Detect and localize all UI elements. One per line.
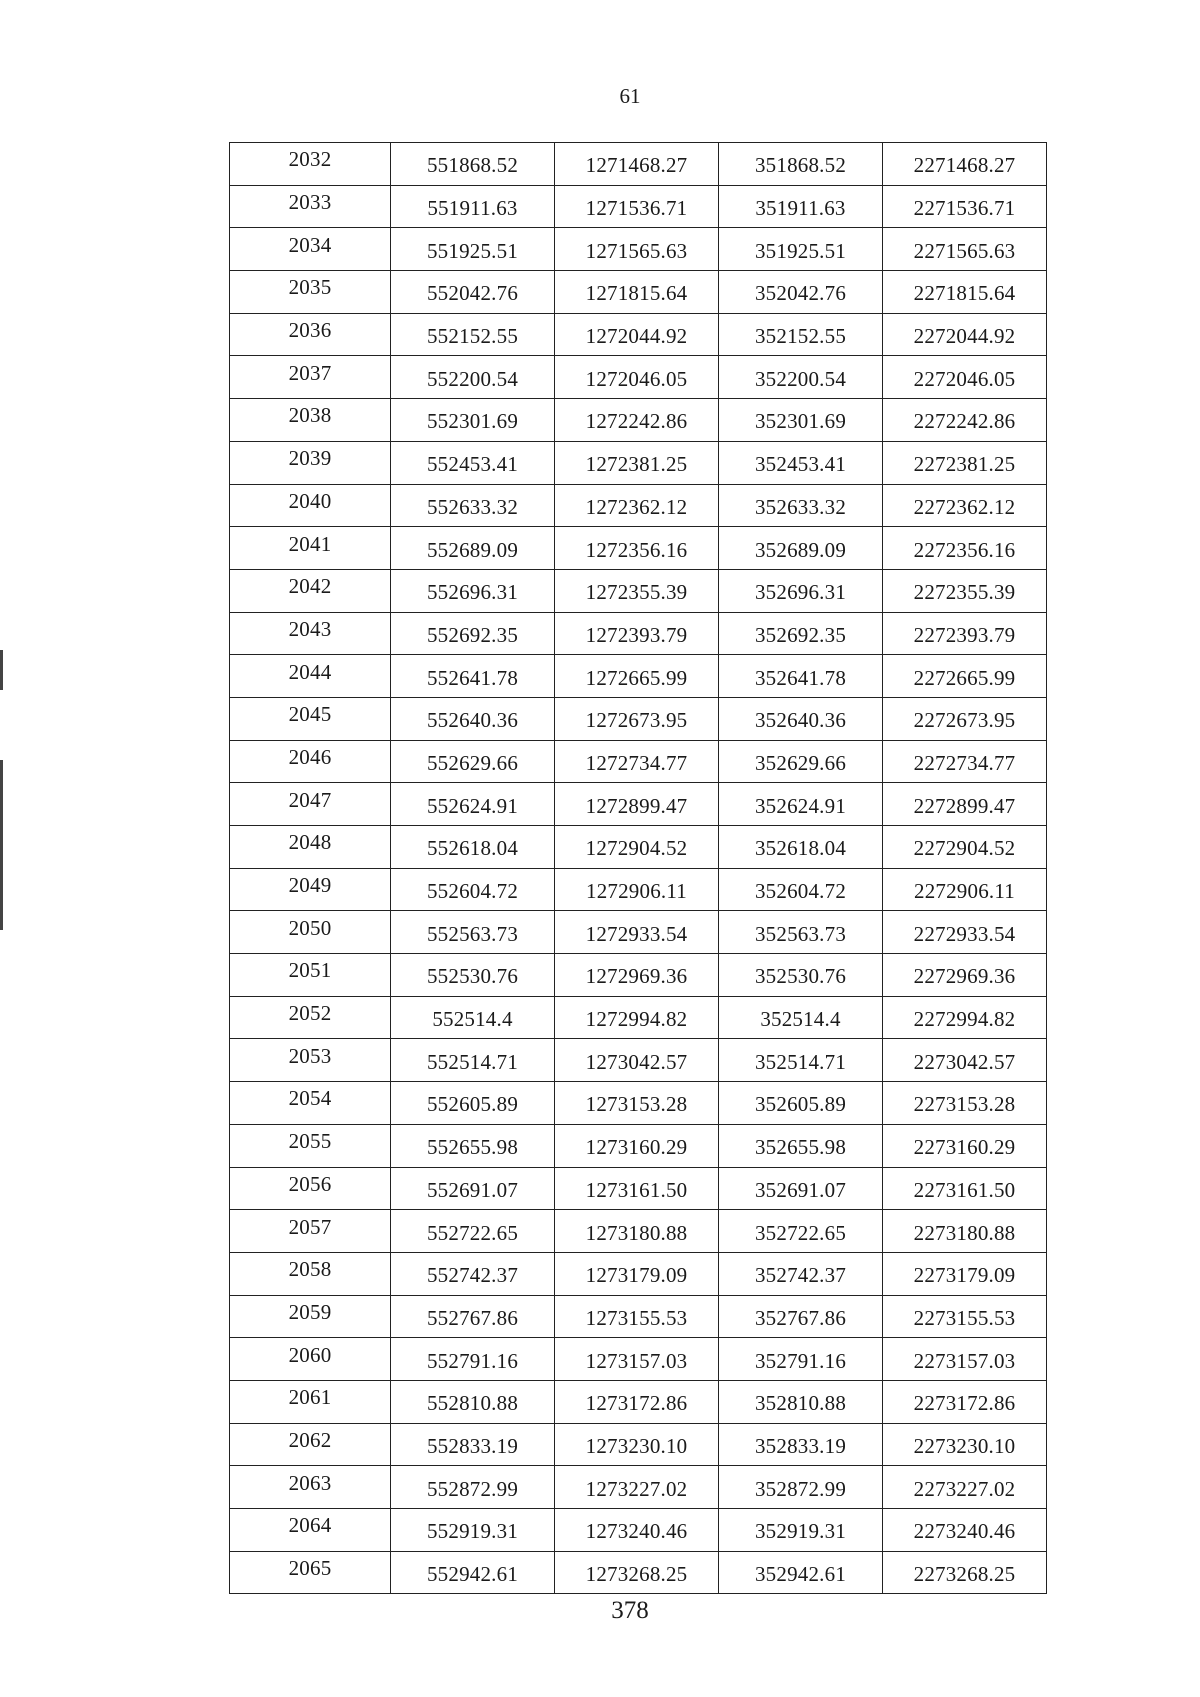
table-row	[230, 1466, 1047, 1509]
table-row	[230, 1210, 1047, 1253]
table-row	[230, 313, 1047, 356]
value-cell-col1: 552722.65	[391, 1210, 555, 1253]
scan-margin-mark	[0, 760, 3, 930]
value-cell-col4: 2273161.50	[883, 1167, 1047, 1210]
value-cell-col3: 352514.71	[719, 1039, 883, 1082]
table-row	[230, 1252, 1047, 1295]
value-cell-col3: 352742.37	[719, 1252, 883, 1295]
value-cell-col1: 552640.36	[391, 697, 555, 740]
value-cell-col2: 1272381.25	[555, 441, 719, 484]
value-cell-col2: 1273157.03	[555, 1338, 719, 1381]
table-row	[230, 911, 1047, 954]
value-cell-col4: 2272969.36	[883, 954, 1047, 997]
data-table	[229, 142, 1047, 1594]
value-cell-col2: 1272933.54	[555, 911, 719, 954]
value-cell-col4: 2272393.79	[883, 612, 1047, 655]
year-cell: 2045	[230, 697, 391, 740]
table-row	[230, 185, 1047, 228]
value-cell-col2: 1273227.02	[555, 1466, 719, 1509]
year-cell: 2036	[230, 313, 391, 356]
year-cell: 2062	[230, 1423, 391, 1466]
year-cell: 2035	[230, 271, 391, 314]
value-cell-col4: 2272665.99	[883, 655, 1047, 698]
value-cell-col3: 352791.16	[719, 1338, 883, 1381]
value-cell-col1: 552833.19	[391, 1423, 555, 1466]
table-body	[230, 143, 1047, 1594]
value-cell-col3: 352767.86	[719, 1295, 883, 1338]
year-cell: 2046	[230, 740, 391, 783]
value-cell-col3: 352655.98	[719, 1124, 883, 1167]
year-cell: 2055	[230, 1124, 391, 1167]
value-cell-col2: 1272362.12	[555, 484, 719, 527]
year-cell: 2056	[230, 1167, 391, 1210]
table-row	[230, 996, 1047, 1039]
value-cell-col2: 1272393.79	[555, 612, 719, 655]
value-cell-col3: 352152.55	[719, 313, 883, 356]
value-cell-col3: 352640.36	[719, 697, 883, 740]
value-cell-col2: 1273042.57	[555, 1039, 719, 1082]
value-cell-col2: 1272969.36	[555, 954, 719, 997]
value-cell-col4: 2272044.92	[883, 313, 1047, 356]
year-cell: 2057	[230, 1210, 391, 1253]
value-cell-col1: 552514.4	[391, 996, 555, 1039]
value-cell-col4: 2272673.95	[883, 697, 1047, 740]
table-row	[230, 1167, 1047, 1210]
value-cell-col4: 2272046.05	[883, 356, 1047, 399]
table-row	[230, 1124, 1047, 1167]
value-cell-col3: 351925.51	[719, 228, 883, 271]
value-cell-col1: 552152.55	[391, 313, 555, 356]
value-cell-col2: 1272356.16	[555, 527, 719, 570]
value-cell-col4: 2273155.53	[883, 1295, 1047, 1338]
year-cell: 2049	[230, 868, 391, 911]
table-row	[230, 399, 1047, 442]
value-cell-col4: 2271565.63	[883, 228, 1047, 271]
value-cell-col4: 2273180.88	[883, 1210, 1047, 1253]
value-cell-col4: 2272994.82	[883, 996, 1047, 1039]
value-cell-col1: 552791.16	[391, 1338, 555, 1381]
value-cell-col1: 552624.91	[391, 783, 555, 826]
value-cell-col3: 352453.41	[719, 441, 883, 484]
year-cell: 2048	[230, 826, 391, 869]
value-cell-col2: 1273161.50	[555, 1167, 719, 1210]
value-cell-col2: 1272044.92	[555, 313, 719, 356]
value-cell-col1: 551868.52	[391, 143, 555, 186]
year-cell: 2033	[230, 185, 391, 228]
value-cell-col2: 1272904.52	[555, 826, 719, 869]
year-cell: 2061	[230, 1380, 391, 1423]
value-cell-col4: 2273160.29	[883, 1124, 1047, 1167]
value-cell-col3: 352514.4	[719, 996, 883, 1039]
table-row	[230, 527, 1047, 570]
value-cell-col4: 2272362.12	[883, 484, 1047, 527]
table-row	[230, 1551, 1047, 1594]
value-cell-col3: 352624.91	[719, 783, 883, 826]
value-cell-col2: 1272665.99	[555, 655, 719, 698]
value-cell-col3: 352691.07	[719, 1167, 883, 1210]
value-cell-col4: 2272734.77	[883, 740, 1047, 783]
value-cell-col1: 552629.66	[391, 740, 555, 783]
value-cell-col3: 352833.19	[719, 1423, 883, 1466]
value-cell-col3: 352692.35	[719, 612, 883, 655]
scan-margin-mark	[0, 650, 3, 690]
value-cell-col4: 2272381.25	[883, 441, 1047, 484]
value-cell-col2: 1273160.29	[555, 1124, 719, 1167]
value-cell-col4: 2273172.86	[883, 1380, 1047, 1423]
table-row	[230, 1338, 1047, 1381]
value-cell-col1: 552514.71	[391, 1039, 555, 1082]
value-cell-col2: 1271565.63	[555, 228, 719, 271]
table-row	[230, 1039, 1047, 1082]
value-cell-col1: 552689.09	[391, 527, 555, 570]
value-cell-col3: 352919.31	[719, 1509, 883, 1552]
year-cell: 2037	[230, 356, 391, 399]
year-cell: 2034	[230, 228, 391, 271]
value-cell-col2: 1271815.64	[555, 271, 719, 314]
value-cell-col2: 1271468.27	[555, 143, 719, 186]
table-row	[230, 356, 1047, 399]
value-cell-col3: 352689.09	[719, 527, 883, 570]
value-cell-col4: 2273227.02	[883, 1466, 1047, 1509]
year-cell: 2065	[230, 1551, 391, 1594]
value-cell-col4: 2273157.03	[883, 1338, 1047, 1381]
value-cell-col2: 1272673.95	[555, 697, 719, 740]
value-cell-col3: 352530.76	[719, 954, 883, 997]
value-cell-col2: 1272906.11	[555, 868, 719, 911]
value-cell-col4: 2271468.27	[883, 143, 1047, 186]
year-cell: 2043	[230, 612, 391, 655]
value-cell-col1: 551911.63	[391, 185, 555, 228]
year-cell: 2032	[230, 143, 391, 186]
year-cell: 2063	[230, 1466, 391, 1509]
value-cell-col4: 2271536.71	[883, 185, 1047, 228]
value-cell-col1: 552696.31	[391, 569, 555, 612]
value-cell-col3: 352200.54	[719, 356, 883, 399]
year-cell: 2040	[230, 484, 391, 527]
value-cell-col2: 1273180.88	[555, 1210, 719, 1253]
value-cell-col4: 2273230.10	[883, 1423, 1047, 1466]
value-cell-col2: 1273240.46	[555, 1509, 719, 1552]
value-cell-col1: 552691.07	[391, 1167, 555, 1210]
value-cell-col2: 1273230.10	[555, 1423, 719, 1466]
value-cell-col4: 2272356.16	[883, 527, 1047, 570]
year-cell: 2042	[230, 569, 391, 612]
table-row	[230, 484, 1047, 527]
value-cell-col3: 352629.66	[719, 740, 883, 783]
value-cell-col4: 2272906.11	[883, 868, 1047, 911]
value-cell-col2: 1272899.47	[555, 783, 719, 826]
value-cell-col3: 351911.63	[719, 185, 883, 228]
value-cell-col4: 2273268.25	[883, 1551, 1047, 1594]
table-row	[230, 612, 1047, 655]
table-row	[230, 143, 1047, 186]
value-cell-col1: 552563.73	[391, 911, 555, 954]
value-cell-col3: 352605.89	[719, 1082, 883, 1125]
value-cell-col1: 552042.76	[391, 271, 555, 314]
year-cell: 2052	[230, 996, 391, 1039]
year-cell: 2044	[230, 655, 391, 698]
value-cell-col3: 352633.32	[719, 484, 883, 527]
table-row	[230, 655, 1047, 698]
value-cell-col3: 352810.88	[719, 1380, 883, 1423]
value-cell-col4: 2272899.47	[883, 783, 1047, 826]
value-cell-col4: 2273042.57	[883, 1039, 1047, 1082]
value-cell-col3: 352942.61	[719, 1551, 883, 1594]
table-row	[230, 1082, 1047, 1125]
value-cell-col4: 2273240.46	[883, 1509, 1047, 1552]
value-cell-col4: 2273179.09	[883, 1252, 1047, 1295]
value-cell-col3: 352301.69	[719, 399, 883, 442]
table-row	[230, 441, 1047, 484]
year-cell: 2041	[230, 527, 391, 570]
value-cell-col1: 552633.32	[391, 484, 555, 527]
value-cell-col1: 552605.89	[391, 1082, 555, 1125]
year-cell: 2054	[230, 1082, 391, 1125]
year-cell: 2051	[230, 954, 391, 997]
year-cell: 2047	[230, 783, 391, 826]
value-cell-col3: 352696.31	[719, 569, 883, 612]
value-cell-col3: 352604.72	[719, 868, 883, 911]
value-cell-col3: 352618.04	[719, 826, 883, 869]
year-cell: 2038	[230, 399, 391, 442]
table-row	[230, 1380, 1047, 1423]
value-cell-col2: 1272046.05	[555, 356, 719, 399]
value-cell-col4: 2272904.52	[883, 826, 1047, 869]
value-cell-col1: 552767.86	[391, 1295, 555, 1338]
value-cell-col2: 1273155.53	[555, 1295, 719, 1338]
year-cell: 2059	[230, 1295, 391, 1338]
value-cell-col3: 352641.78	[719, 655, 883, 698]
table-row	[230, 740, 1047, 783]
table-row	[230, 954, 1047, 997]
value-cell-col2: 1273179.09	[555, 1252, 719, 1295]
value-cell-col2: 1272734.77	[555, 740, 719, 783]
value-cell-col3: 352872.99	[719, 1466, 883, 1509]
value-cell-col1: 552655.98	[391, 1124, 555, 1167]
table-row	[230, 569, 1047, 612]
table-row	[230, 697, 1047, 740]
value-cell-col1: 552810.88	[391, 1380, 555, 1423]
value-cell-col4: 2271815.64	[883, 271, 1047, 314]
table-row	[230, 826, 1047, 869]
year-cell: 2039	[230, 441, 391, 484]
value-cell-col2: 1272355.39	[555, 569, 719, 612]
value-cell-col4: 2273153.28	[883, 1082, 1047, 1125]
value-cell-col1: 552742.37	[391, 1252, 555, 1295]
value-cell-col1: 552453.41	[391, 441, 555, 484]
year-cell: 2064	[230, 1509, 391, 1552]
table-row	[230, 228, 1047, 271]
year-cell: 2060	[230, 1338, 391, 1381]
value-cell-col1: 552942.61	[391, 1551, 555, 1594]
header-page-number: 61	[619, 84, 641, 108]
year-cell: 2050	[230, 911, 391, 954]
year-cell: 2053	[230, 1039, 391, 1082]
value-cell-col3: 352722.65	[719, 1210, 883, 1253]
value-cell-col3: 352563.73	[719, 911, 883, 954]
value-cell-col2: 1273268.25	[555, 1551, 719, 1594]
value-cell-col4: 2272933.54	[883, 911, 1047, 954]
value-cell-col2: 1272242.86	[555, 399, 719, 442]
table-row	[230, 271, 1047, 314]
value-cell-col2: 1272994.82	[555, 996, 719, 1039]
value-cell-col4: 2272355.39	[883, 569, 1047, 612]
value-cell-col2: 1273153.28	[555, 1082, 719, 1125]
value-cell-col1: 552692.35	[391, 612, 555, 655]
value-cell-col1: 552200.54	[391, 356, 555, 399]
table-row	[230, 783, 1047, 826]
value-cell-col1: 552641.78	[391, 655, 555, 698]
value-cell-col3: 352042.76	[719, 271, 883, 314]
footer-page-number: 378	[611, 1597, 649, 1624]
value-cell-col1: 551925.51	[391, 228, 555, 271]
value-cell-col2: 1271536.71	[555, 185, 719, 228]
table-row	[230, 1295, 1047, 1338]
table-row	[230, 1423, 1047, 1466]
table-row	[230, 868, 1047, 911]
value-cell-col1: 552872.99	[391, 1466, 555, 1509]
value-cell-col1: 552919.31	[391, 1509, 555, 1552]
value-cell-col4: 2272242.86	[883, 399, 1047, 442]
value-cell-col1: 552618.04	[391, 826, 555, 869]
value-cell-col3: 351868.52	[719, 143, 883, 186]
value-cell-col2: 1273172.86	[555, 1380, 719, 1423]
year-cell: 2058	[230, 1252, 391, 1295]
value-cell-col1: 552530.76	[391, 954, 555, 997]
value-cell-col1: 552301.69	[391, 399, 555, 442]
value-cell-col1: 552604.72	[391, 868, 555, 911]
table-row	[230, 1509, 1047, 1552]
